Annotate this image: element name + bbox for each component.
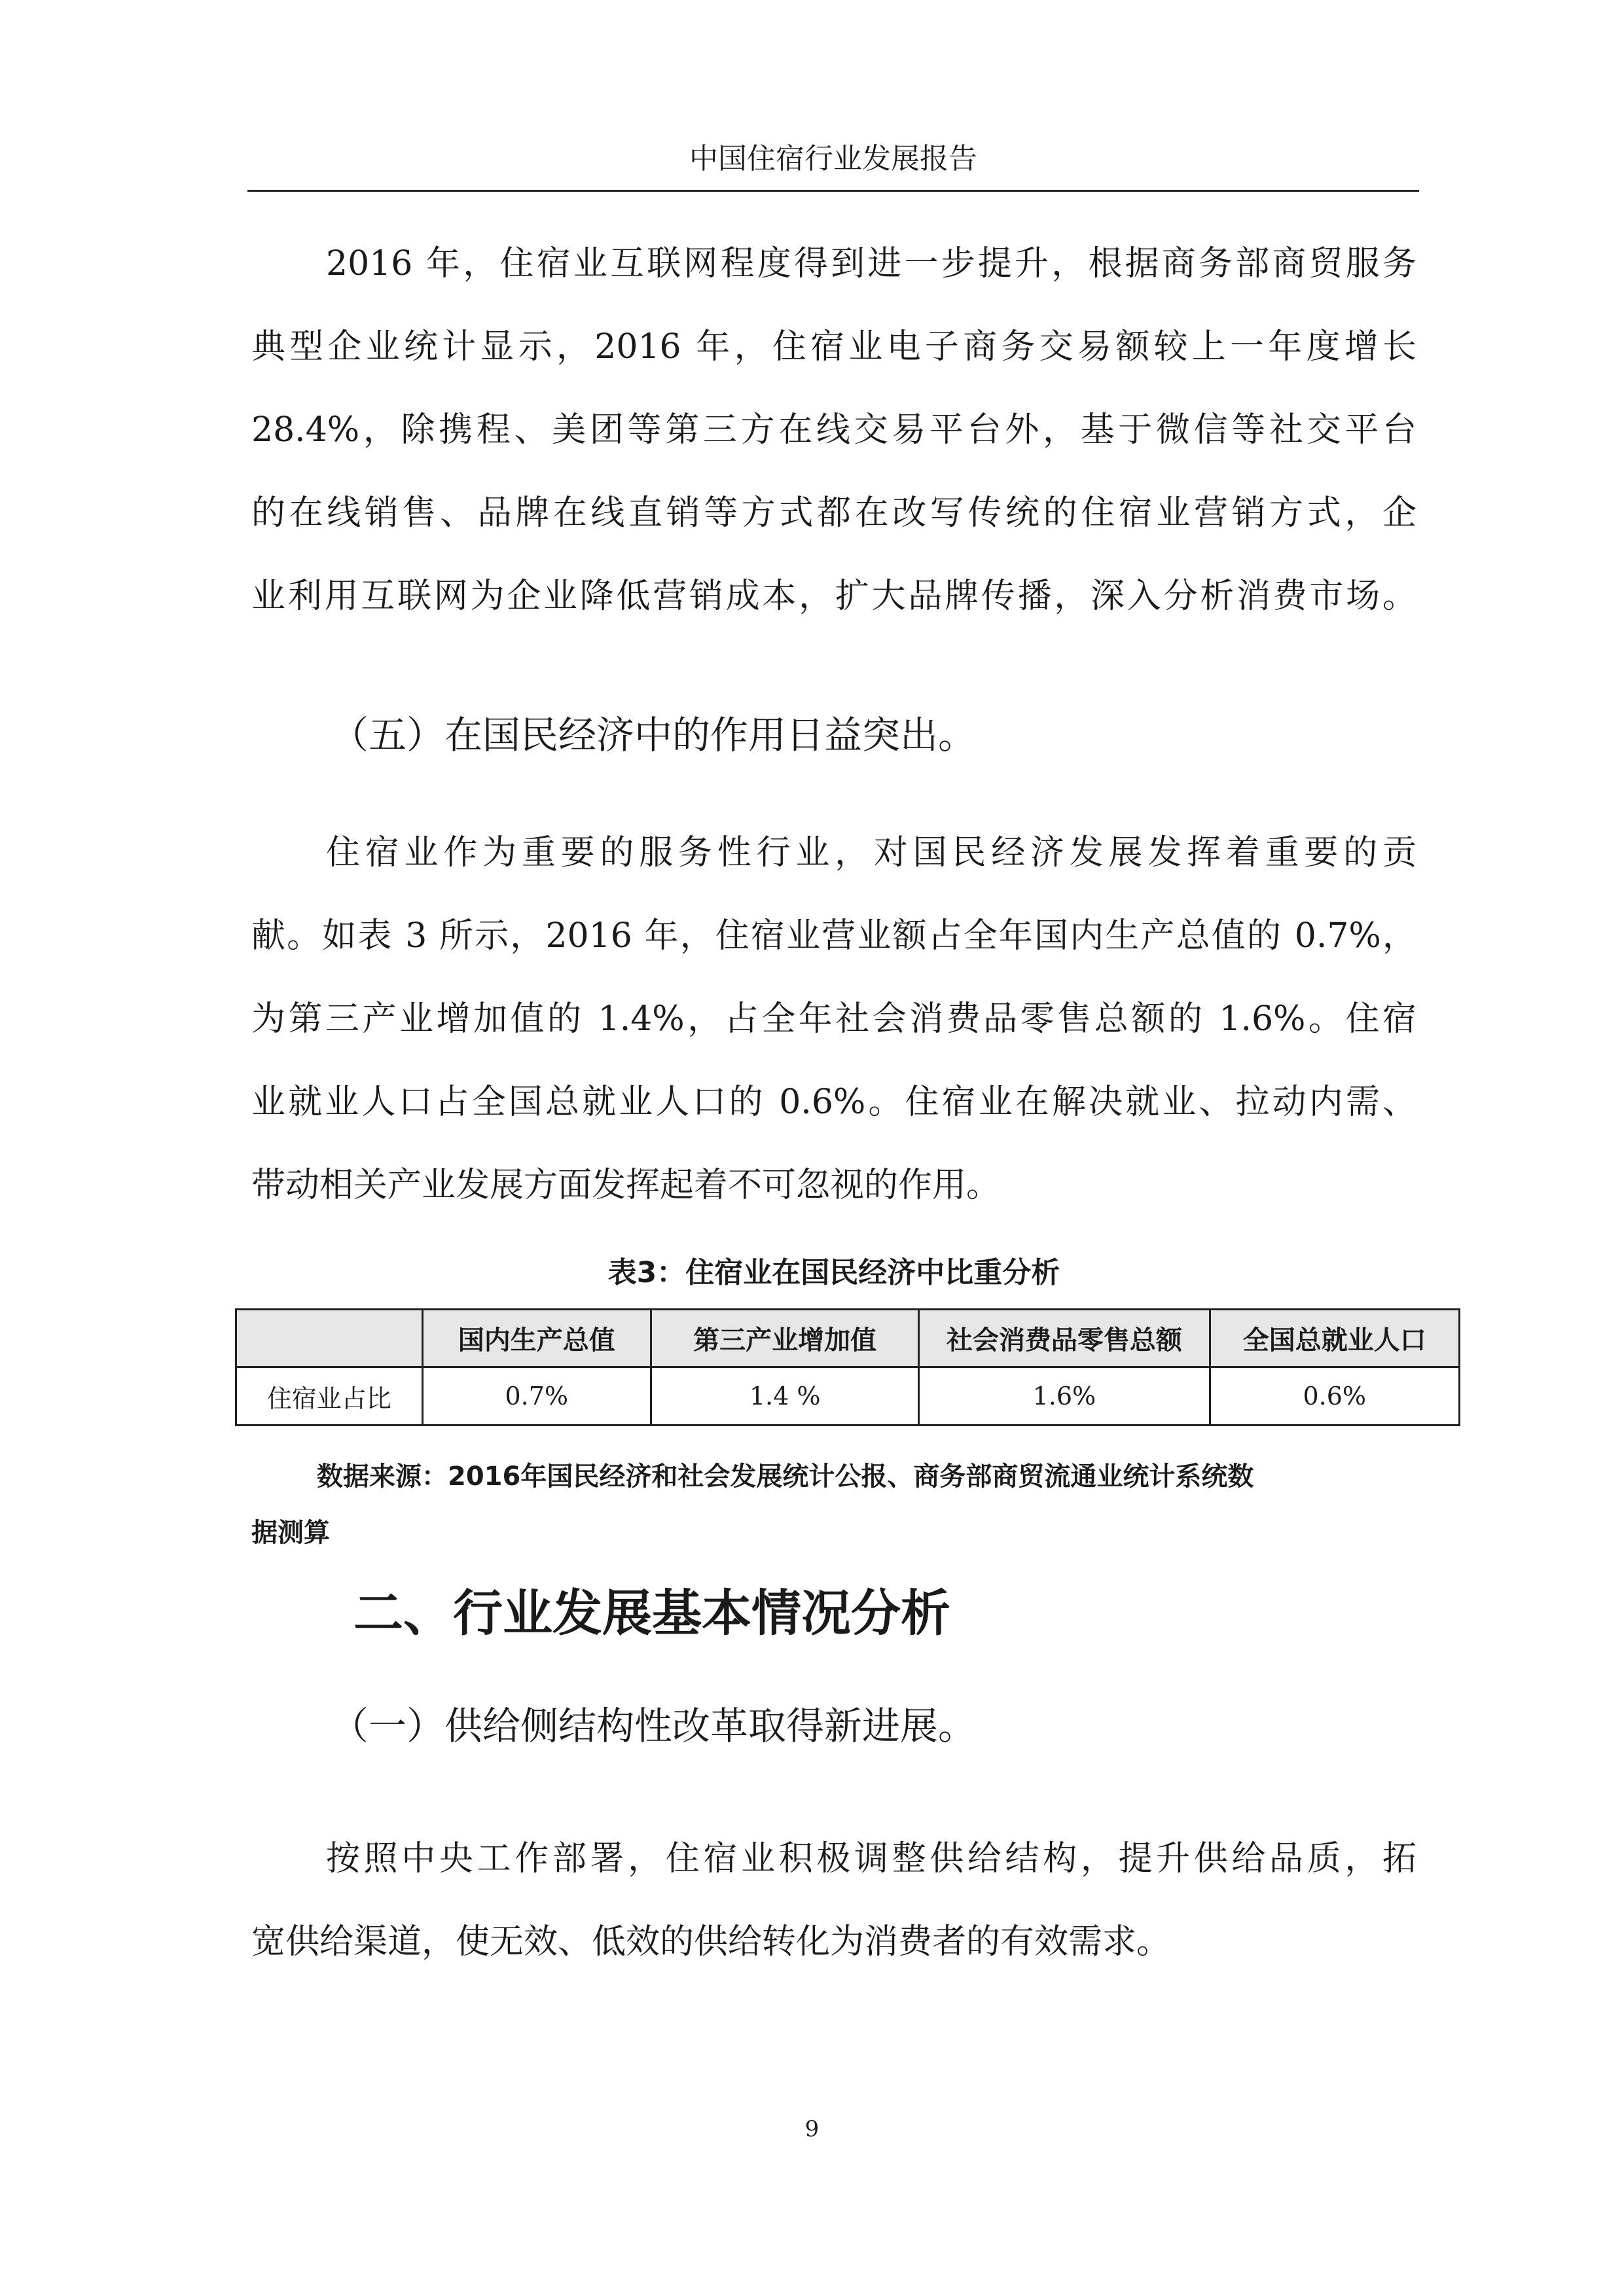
source-note-line: 据测算	[251, 1518, 330, 1548]
section-heading-5: （五）在国民经济中的作用日益突出。	[331, 713, 977, 757]
table-header-row	[236, 1310, 1460, 1367]
value-cell: 1.6%	[919, 1367, 1210, 1426]
paragraph-line: 为第三产业增加值的 1.4%，占全年社会消费品零售总额的 1.6%。住宿	[251, 999, 1416, 1039]
header-cell: 国内生产总值	[422, 1310, 651, 1367]
value-cell: 1.4 %	[651, 1367, 918, 1426]
paragraph-line: 带动相关产业发展方面发挥起着不可忽视的作用。	[251, 1166, 1001, 1205]
economy-paragraph	[251, 812, 1416, 1227]
header-cell: 社会消费品零售总额	[919, 1310, 1210, 1367]
chapter-heading: 二、行业发展基本情况分析	[353, 1584, 950, 1642]
supply-paragraph	[251, 1818, 1416, 1984]
table-caption: 表3：住宿业在国民经济中比重分析	[607, 1256, 1060, 1289]
paragraph-line: 宽供给渠道，使无效、低效的供给转化为消费者的有效需求。	[251, 1922, 1171, 1962]
paragraph-line: 业利用互联网为企业降低营销成本，扩大品牌传播，深入分析消费市场。	[251, 577, 1416, 616]
header-cell	[236, 1310, 423, 1367]
share-table	[235, 1308, 1460, 1426]
paragraph-line: 按照中央工作部署，住宿业积极调整供给结构，提升供给品质，拓	[326, 1839, 1416, 1878]
paragraph-line: 2016 年，住宿业互联网程度得到进一步提升，根据商务部商贸服务	[326, 244, 1416, 283]
row-label-cell: 住宿业占比	[236, 1367, 423, 1426]
paragraph-line: 献。如表 3 所示，2016 年，住宿业营业额占全年国内生产总值的 0.7%，	[251, 916, 1416, 956]
paragraph-line: 典型企业统计显示，2016 年，住宿业电子商务交易额较上一年度增长	[251, 327, 1416, 367]
table-row	[236, 1367, 1460, 1426]
page-number: 9	[804, 2116, 820, 2142]
paragraph-line: 28.4%，除携程、美团等第三方在线交易平台外，基于微信等社交平台	[251, 410, 1416, 450]
paragraph-line: 住宿业作为重要的服务性行业，对国民经济发展发挥着重要的贡	[326, 833, 1416, 872]
intro-paragraph	[251, 223, 1416, 638]
page-header	[247, 136, 1419, 192]
value-cell: 0.6%	[1210, 1367, 1459, 1426]
header-cell: 全国总就业人口	[1210, 1310, 1459, 1367]
header-cell: 第三产业增加值	[651, 1310, 918, 1367]
value-cell: 0.7%	[422, 1367, 651, 1426]
report-title: 中国住宿行业发展报告	[689, 142, 977, 175]
paragraph-line: 业就业人口占全国总就业人口的 0.6%。住宿业在解决就业、拉动内需、	[251, 1083, 1416, 1122]
section-heading-1: （一）供给侧结构性改革取得新进展。	[331, 1704, 977, 1748]
paragraph-line: 的在线销售、品牌在线直销等方式都在改写传统的住宿业营销方式，企	[251, 493, 1416, 533]
source-note-line: 数据来源：2016年国民经济和社会发展统计公报、商务部商贸流通业统计系统数	[317, 1462, 1254, 1492]
